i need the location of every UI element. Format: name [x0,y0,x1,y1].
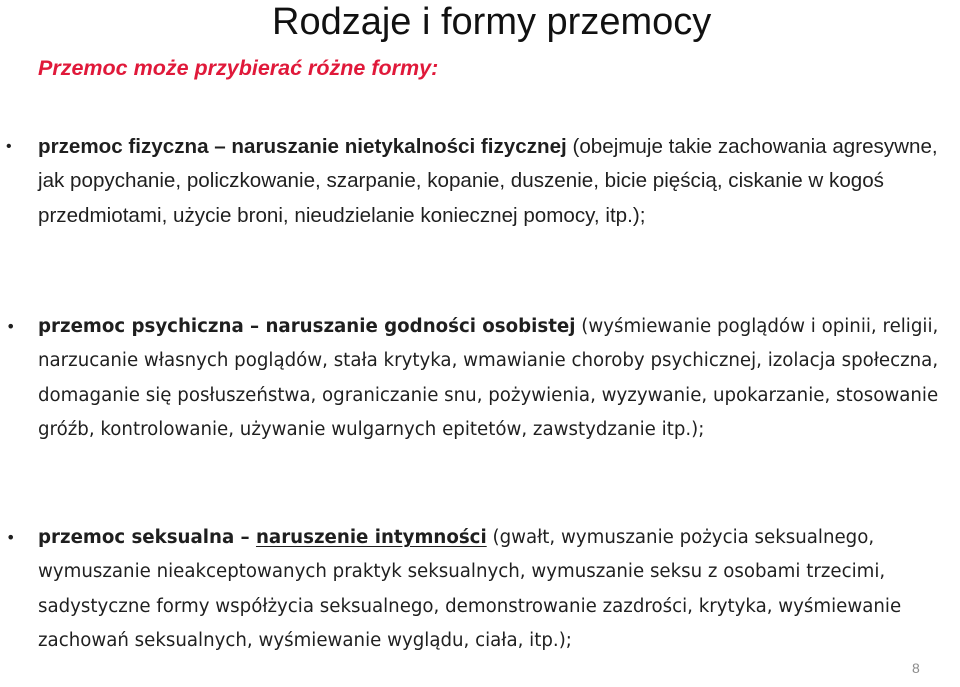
page-number: 8 [912,660,920,676]
list-item-psychological-violence [6,310,953,447]
item-lead-definition: naruszanie nietykalności fizycznej [231,135,567,158]
item-lead-definition: naruszenie intymności [255,527,487,548]
bullet-icon: • [6,528,16,547]
list-item-physical-violence [6,130,953,233]
item-lead: przemoc fizyczna – [38,135,232,158]
bullet-icon: • [6,317,16,336]
item-lead: przemoc seksualna – [38,527,256,548]
slide-title: Rodzaje i formy przemocy [272,1,712,43]
slide-subtitle: Przemoc może przybierać różne formy: [38,56,439,80]
bullet-icon: • [6,138,12,155]
item-description: (wyśmiewanie poglądów i opinii, religii, narzucanie własnych poglądów, stała krytyka, wmawianie choroby psychicznej, izolacja społeczna, domaganie się posłuszeństwa, ograniczanie snu, pożywienia, wyzywanie, upokarzanie, stosowanie gróźb, kontrolowanie, używanie wulgarnych epitetów, zawstydzanie itp.); [38,316,939,440]
item-lead: przemoc psychiczna – [38,316,266,337]
item-description: (gwałt, wymuszanie pożycia seksualnego, wymuszanie nieakceptowanych praktyk seksualnych, wymuszanie seksu z osobami trzecimi, sadystyczne formy współżycia seksualnego, demonstrowanie zazdrości, krytyka, wyśmiewanie zachowań seksualnych, wyśmiewanie wyglądu, ciała, itp.); [38,527,902,651]
list-item-sexual-violence [6,521,953,658]
item-description: (obejmuje takie zachowania agresywne, jak popychanie, policzkowanie, szarpanie, kopanie, duszenie, bicie pięścią, ciskanie w kogoś przedmiotami, użycie broni, nieudzielanie koniecznej pomocy, itp.); [38,135,938,227]
item-lead-definition: naruszanie godności osobistej [265,316,576,337]
